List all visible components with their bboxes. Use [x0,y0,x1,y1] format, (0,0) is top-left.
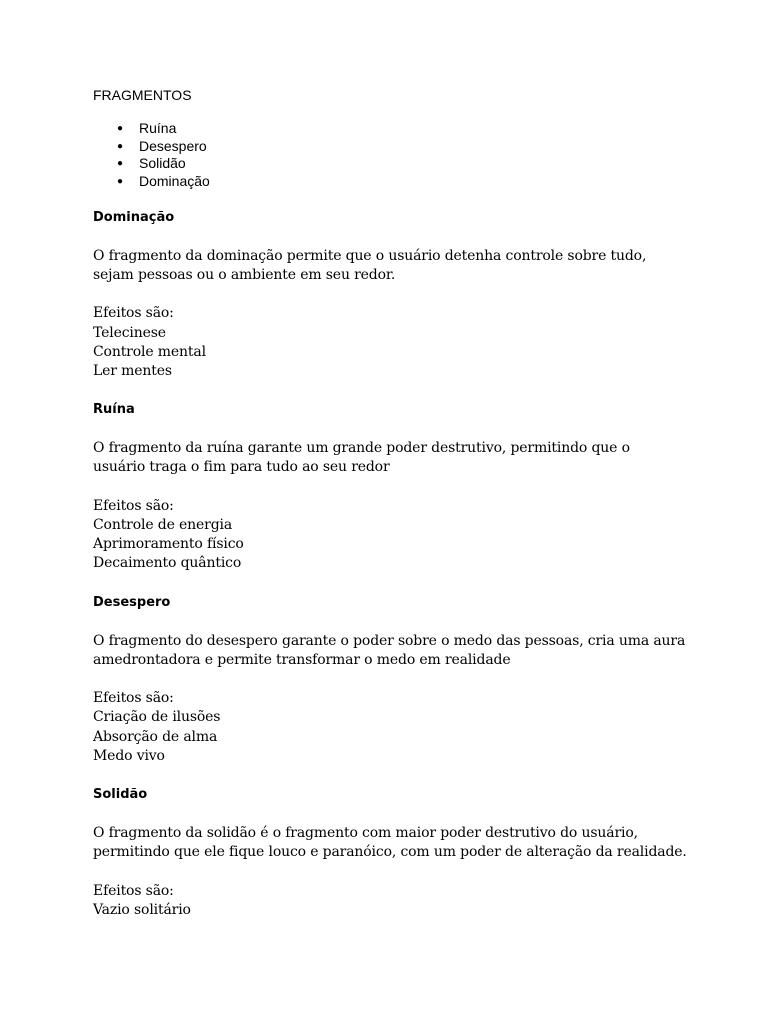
effects-label: Efeitos são: [93,305,174,322]
section-heading: Desespero [93,594,171,610]
list-item [93,155,693,173]
list-item [93,138,693,156]
effect-item: Absorção de alma [93,728,218,745]
effect-item: Ler mentes [93,363,172,380]
effect-item: Telecinese [93,324,166,341]
effect-item: Criação de ilusões [93,709,221,726]
effect-item: Controle de energia [93,517,233,534]
description-line: O fragmento do desespero garante o poder sobre o medo das pessoas, cria uma aura [93,632,686,649]
effects-label: Efeitos são: [93,882,174,899]
list-item [93,120,693,138]
bullet-icon: ● [117,123,124,134]
effect-item: Controle mental [93,343,206,360]
list-item-label: Solidão [139,155,186,172]
effect-item: Vazio solitário [93,901,191,918]
section-heading: Solidão [93,787,148,803]
section-description [93,439,693,477]
bullet-icon: ● [117,158,124,170]
effects-label: Efeitos são: [93,690,174,707]
description-line: O fragmento da ruína garante um grande poder destrutivo, permitindo que o [93,440,630,457]
effect-item: Decaimento quântico [93,555,242,572]
list-item [93,173,693,191]
document-page [93,86,693,940]
description-line: sejam pessoas ou o ambiente em seu redor. [93,267,396,284]
section-heading: Ruína [93,402,135,418]
section-description [93,247,693,285]
description-line: usuário traga o fim para tudo ao seu redor [93,459,390,476]
section-solidao [93,786,693,920]
section-ruina [93,401,693,573]
effects-block [93,882,693,920]
description-line: O fragmento da dominação permite que o usuário detenha controle sobre tudo, [93,247,647,264]
list-item-label: Desespero [139,137,207,154]
description-line: amedrontadora e permite transformar o medo em realidade [93,651,511,668]
document-title: FRAGMENTOS [93,87,192,103]
description-line: permitindo que ele fique louco e paranóico, com um poder de alteração da realidade. [93,844,687,861]
section-desespero [93,594,693,766]
section-description [93,824,693,862]
section-dominacao [93,209,693,381]
section-description [93,632,693,670]
effects-block [93,304,693,381]
fragment-list [93,120,693,191]
description-line: O fragmento da solidão é o fragmento com maior poder destrutivo do usuário, [93,825,638,842]
list-item-label: Dominação [139,173,210,190]
effects-label: Efeitos são: [93,497,174,514]
effect-item: Aprimoramento físico [93,536,244,553]
bullet-icon: ● [117,176,124,188]
effect-item: Medo vivo [93,747,165,764]
list-item-label: Ruína [139,120,177,136]
section-heading: Dominação [93,209,175,225]
bullet-icon: ● [117,140,124,152]
effects-block [93,689,693,766]
effects-block [93,497,693,574]
